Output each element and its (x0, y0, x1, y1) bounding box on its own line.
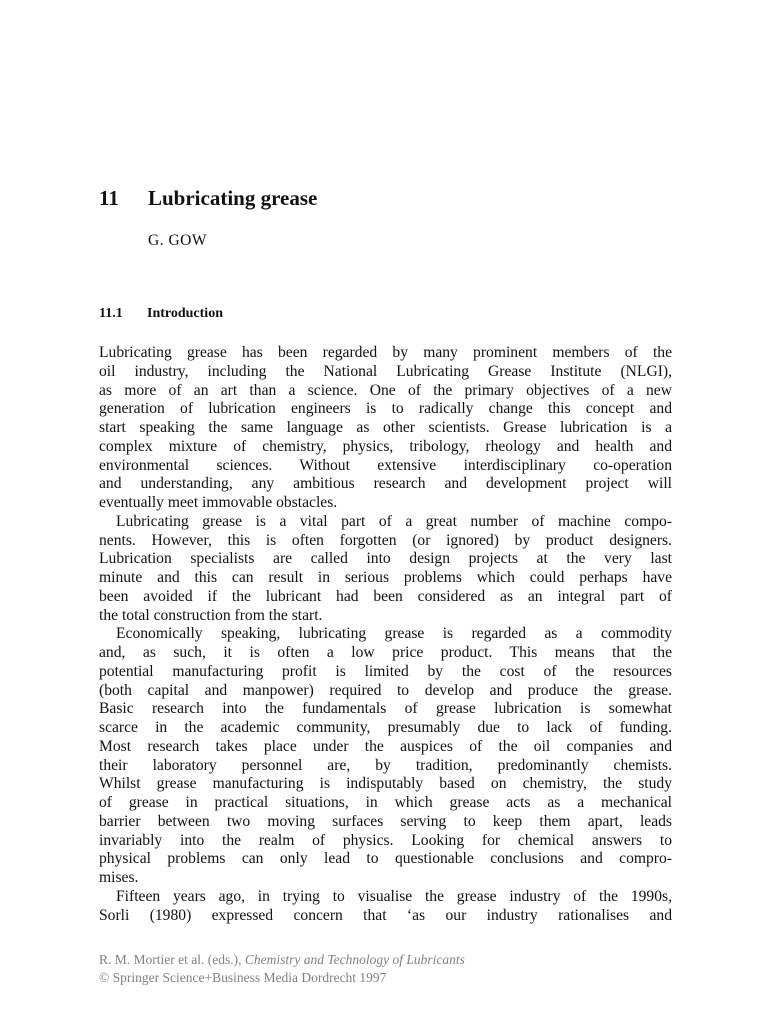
chapter-heading (99, 186, 317, 211)
text-line: and understanding, any ambitious research and development project will (99, 475, 672, 493)
text-line: Lubricating grease is a vital part of a great number of machine compo- (116, 512, 672, 530)
text-line: (both capital and manpower) required to develop and produce the grease. (99, 681, 672, 699)
text-line: nents. However, this is often forgotten (or ignored) by product designers. (99, 531, 672, 549)
text-line: physical problems can only lead to questionable conclusions and compro- (99, 850, 672, 868)
text-line: potential manufacturing profit is limited by the cost of the resources (99, 662, 672, 680)
text-line: barrier between two moving surfaces serving to keep them apart, leads (99, 812, 672, 830)
text-line: environmental sciences. Without extensive interdisciplinary co-operation (99, 456, 672, 474)
section-heading (99, 306, 223, 322)
text-line: Economically speaking, lubricating grease is regarded as a commodity (116, 625, 672, 643)
footer-book-title: Chemistry and Technology of Lubricants (244, 952, 465, 967)
text-line: and, as such, it is often a low price product. This means that the (99, 644, 672, 661)
text-line: their laboratory personnel are, by tradition, predominantly chemists. (99, 756, 672, 774)
text-line: start speaking the same language as other scientists. Grease lubrication is a (99, 419, 672, 436)
chapter-title: Lubricating grease (148, 186, 318, 210)
footer-citation (99, 951, 465, 987)
text-line: Lubrication specialists are called into design projects at the very last (99, 550, 672, 568)
text-line: Sorli (1980) expressed concern that ‘as our industry rationalises and (99, 906, 672, 924)
text-line: minute and this can result in serious problems which could perhaps have (99, 569, 672, 586)
section-title: Introduction (147, 306, 223, 321)
text-line: as more of an art than a science. One of the primary objectives of a new (99, 381, 672, 399)
text-line: generation of lubrication engineers is to radically change this concept and (99, 400, 672, 418)
text-line: been avoided if the lubricant had been considered as an integral part of (99, 587, 672, 605)
text-line: invariably into the realm of physics. Looking for chemical answers to (99, 831, 672, 849)
text-line: Basic research into the fundamentals of grease lubrication is somewhat (99, 700, 672, 718)
text-line: scarce in the academic community, presumably due to lack of funding. (99, 719, 672, 736)
footer-editors: R. M. Mortier et al. (eds.), (99, 952, 245, 967)
body-text (99, 344, 672, 925)
text-line: Lubricating grease has been regarded by many prominent members of the (99, 344, 672, 361)
text-line: Whilst grease manufacturing is indisputably based on chemistry, the study (99, 775, 672, 793)
footer-reference (99, 951, 465, 969)
text-line: the total construction from the start. (99, 606, 323, 624)
text-line: complex mixture of chemistry, physics, tribology, rheology and health and (99, 437, 672, 455)
text-line: Fifteen years ago, in trying to visualise the grease industry of the 1990s, (116, 887, 672, 905)
text-line: eventually meet immovable obstacles. (99, 494, 338, 511)
chapter-number: 11 (99, 186, 119, 210)
text-line: of grease in practical situations, in which grease acts as a mechanical (99, 794, 672, 811)
text-line: Most research takes place under the auspices of the oil companies and (99, 737, 672, 755)
section-number: 11.1 (99, 306, 123, 321)
author-name: G. GOW (148, 232, 207, 249)
footer-copyright: © Springer Science+Business Media Dordrecht 1997 (99, 970, 387, 985)
text-line: oil industry, including the National Lubricating Grease Institute (NLGI), (99, 362, 672, 380)
text-line: mises. (99, 869, 139, 886)
